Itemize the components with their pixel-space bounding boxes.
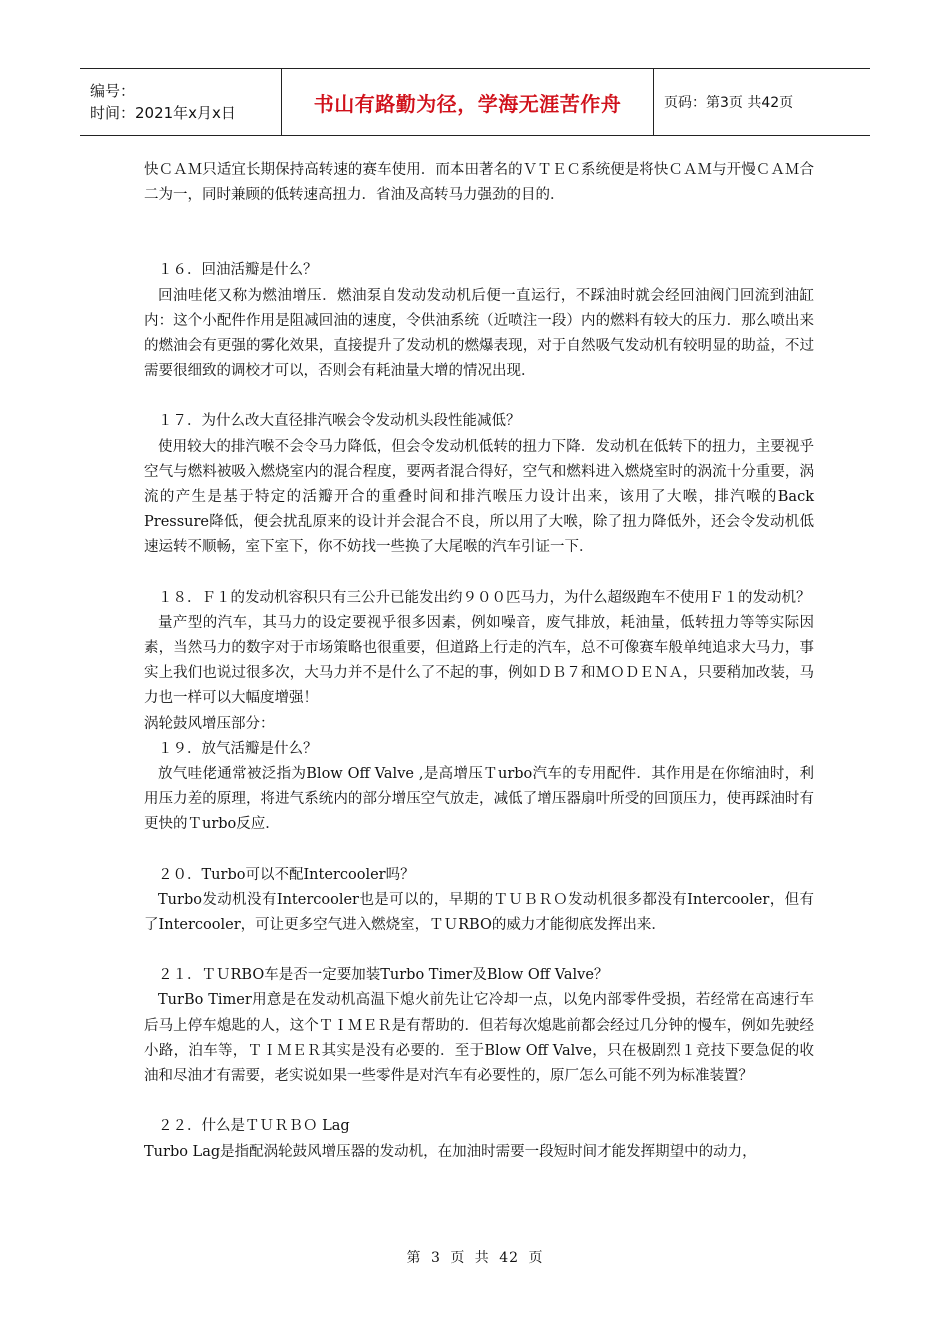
number-label: 编号：	[90, 82, 136, 100]
time-label: 时间：2021年x月x日	[90, 104, 236, 122]
header-meta	[80, 69, 282, 135]
footer-page-word: 页	[528, 1250, 544, 1266]
question-21-title: ２１．ＴＵRBO车是否一定要加装Turbo Timer及Blow Off Valve？	[158, 967, 609, 984]
question-19-answer: 放气哇佬通常被泛指为Blow Off Valve ,是高增压Ｔurbo汽车的专用配件．其作用是在你缩油时，利用压力差的原理，将进气系统内的部分增压空气放走，减低了增压器扇叶所受的回顶压力，使再踩油时有更快的Ｔurbo反应．	[144, 766, 814, 833]
question-16-answer: 回油哇佬又称为燃油增压．燃油泵自发动发动机后便一直运行，不踩油时就会经回油阀门回流到油缸内：这个小配件作用是阻减回油的速度，令供油系统（近喷注一段）内的燃料有较大的压力．那么喷出来的燃油会有更强的雾化效果，直接提升了发动机的燃爆表现，对于自然吸气发动机有较明显的助益，不过需要很细致的调校才可以，否则会有耗油量大增的情况出现．	[144, 287, 814, 380]
header-motto-cell	[282, 69, 654, 135]
motto: 书山有路勤为径，学海无涯苦作舟	[313, 91, 622, 116]
question-20-title: ２０．Turbo可以不配Intercooler吗？	[158, 866, 415, 883]
page-header	[80, 68, 870, 136]
question-22-title: ２２．什么是ＴＵＲＢＯ Lag	[158, 1118, 350, 1135]
question-20-answer: Turbo发动机没有Intercooler也是可以的，早期的ＴＵＢＲＯ发动机很多都没有Intercooler，但有了Intercooler，可让更多空气进入燃烧室，ＴＵRBO的威力才能彻底发挥出来．	[144, 891, 814, 934]
question-19-title: １９．放气活瓣是什么？	[158, 740, 318, 757]
question-21-answer: TurBo Timer用意是在发动机高温下熄火前先让它冷却一点，以免内部零件受损，若经常在高速行车后马上停车熄匙的人，这个ＴＩＭＥＲ是有帮助的．但若每次熄匙前都会经过几分钟的慢车，例如先驶经小路，泊车等，ＴＩＭＥＲ其实是没有必要的．至于Blow Off Valve，只在极剧烈１竞技下要急促的收油和尽油才有需要，老实说如果一些零件是对汽车有必要性的，原厂怎么可能不列为标准装置？	[144, 992, 814, 1085]
page-label: 页码：第3页 共42页	[664, 95, 794, 111]
section-heading-turbo: 涡轮鼓风增压部分：	[144, 715, 275, 732]
footer-page-word: 第	[406, 1250, 422, 1266]
question-16-title: １６．回油活瓣是什么？	[158, 262, 318, 279]
footer-current-page: 3	[430, 1250, 441, 1266]
question-17-answer: 使用较大的排汽喉不会令马力降低，但会令发动机低转的扭力下降．发动机在低转下的扭力，主要视乎空气与燃料被吸入燃烧室内的混合程度，要两者混合得好，空气和燃料进入燃烧室时的涡流十分重要，涡流的产生是基于特定的活瓣开合的重叠时间和排汽喉压力设计出来，该用了大喉，排汽喉的Back Pressure降低，便会扰乱原来的设计并会混合不良，所以用了大喉，除了扭力降低外，还会令发动机低速运转不顺畅，室下室下，你不妨找一些换了大尾喉的汽车引证一下．	[144, 438, 814, 556]
header-page-cell	[654, 69, 870, 135]
question-18-title: １８．Ｆ１的发动机容积只有三公升已能发出约９００匹马力，为什么超级跑车不使用Ｆ１的发动机？	[158, 589, 811, 606]
page-footer	[0, 1247, 950, 1267]
intro-paragraph: 快ＣＡＭ只适宜长期保持高转速的赛车使用．而本田著名的ＶＴＥＣ系统便是将快ＣＡＭ与开慢ＣＡＭ合二为一，同时兼顾的低转速高扭力．省油及高转马力强劲的目的．	[144, 162, 814, 204]
question-18-answer: 量产型的汽车，其马力的设定要视乎很多因素，例如噪音，废气排放，耗油量，低转扭力等等实际因素，当然马力的数字对于市场策略也很重要，但道路上行走的汽车，总不可像赛车般单纯追求大马力，事实上我们也说过很多次，大马力并不是什么了不起的事，例如ＤＢ７和ＭＯＤＥＮＡ，只要稍加改装，马力也一样可以大幅度增强！	[144, 614, 814, 707]
document-body	[144, 158, 814, 1165]
footer-page-word: 页	[450, 1250, 466, 1266]
footer-total-pages: 42	[499, 1250, 520, 1266]
question-22-answer: Turbo Lag是指配涡轮鼓风增压器的发动机，在加油时需要一段短时间才能发挥期望中的动力，	[144, 1143, 757, 1160]
footer-total-word: 共	[474, 1250, 490, 1266]
question-17-title: １７．为什么改大直径排汽喉会令发动机头段性能减低？	[158, 413, 521, 430]
